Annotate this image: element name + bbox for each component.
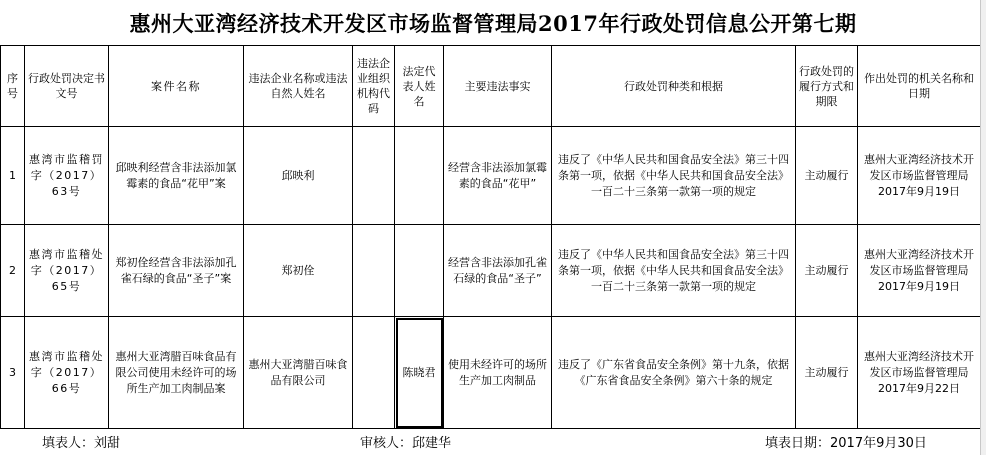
header-case-name[interactable]: 案件名称 [109,46,244,127]
page-title: 惠州大亚湾经济技术开发区市场监督管理局2017年行政处罚信息公开第七期 [129,10,857,36]
cell-authority[interactable] [858,225,981,317]
cell-legal-rep-selected[interactable]: 陈晓君 [395,317,444,429]
cell-method[interactable]: 主动履行 [796,225,858,317]
header-facts[interactable]: 主要违法事实 [444,46,552,127]
cell-doc-no[interactable]: 惠湾市监稽罚字（2017）63号 [25,127,109,225]
sheet-right-edge [980,0,986,455]
fill-date-info [765,432,927,451]
cell-party-name[interactable]: 惠州大亚湾腊百味食品有限公司 [244,317,353,429]
table-row [1,317,981,429]
header-penalty[interactable]: 行政处罚种类和根据 [552,46,796,127]
cell-legal-rep[interactable] [395,225,444,317]
header-method[interactable]: 行政处罚的履行方式和期限 [796,46,858,127]
header-authority[interactable]: 作出处罚的机关名称和日期 [858,46,981,127]
table-row [1,225,981,317]
cell-seq[interactable]: 2 [1,225,25,317]
cell-method[interactable]: 主动履行 [796,127,858,225]
cell-authority[interactable] [858,317,981,429]
header-seq[interactable]: 序号 [1,46,25,127]
cell-authority[interactable] [858,127,981,225]
header-org-code[interactable]: 违法企业组织机构代码 [353,46,395,127]
reviewer-label: 审核人： [360,436,413,451]
cell-method[interactable]: 主动履行 [796,317,858,429]
cell-seq[interactable]: 3 [1,317,25,429]
cell-penalty[interactable]: 违反了《广东省食品安全条例》第十九条，依据《广东省食品安全条例》第六十条的规定 [552,317,796,429]
penalty-table [0,45,986,428]
cell-facts[interactable]: 经营含非法添加氯霉素的食品“花甲” [444,127,552,225]
header-party-name[interactable]: 违法企业名称或违法自然人姓名 [244,46,353,127]
authority-date: 2017年9月19日 [878,184,960,198]
authority-date: 2017年9月19日 [878,279,960,293]
header-doc-no[interactable]: 行政处罚决定书文号 [25,46,109,127]
table-row [1,127,981,225]
cell-org-code[interactable] [353,127,395,225]
authority-name: 惠州大亚湾经济技术开发区市场监督管理局 [864,152,974,182]
cell-penalty[interactable]: 违反了《中华人民共和国食品安全法》第三十四条第一项，依据《中华人民共和国食品安全法》一百二十三条第一款第一项的规定 [552,225,796,317]
cell-case-name[interactable]: 邱映利经营含非法添加氯霉素的食品“花甲”案 [109,127,244,225]
cell-seq[interactable]: 1 [1,127,25,225]
cell-party-name[interactable]: 邱映利 [244,127,353,225]
header-legal-rep[interactable]: 法定代表人姓名 [395,46,444,127]
cell-penalty[interactable]: 违反了《中华人民共和国食品安全法》第三十四条第一项，依据《中华人民共和国食品安全法》一百二十三条第一款第一项的规定 [552,127,796,225]
fill-date-label: 填表日期： [765,436,831,451]
cell-org-code[interactable] [353,225,395,317]
cell-case-name[interactable]: 惠州大亚湾腊百味食品有限公司使用未经许可的场所生产加工肉制品案 [109,317,244,429]
cell-facts[interactable]: 经营含非法添加孔雀石绿的食品“圣子” [444,225,552,317]
cell-facts[interactable]: 使用未经许可的场所生产加工肉制品 [444,317,552,429]
table-header-row [1,46,981,127]
authority-date: 2017年9月22日 [878,381,960,395]
table-footer [0,428,986,455]
reviewer-name[interactable]: 邱建华 [412,436,452,451]
cell-org-code[interactable] [353,317,395,429]
authority-name: 惠州大亚湾经济技术开发区市场监督管理局 [864,349,974,379]
filler-label: 填表人： [42,436,95,451]
cell-legal-rep[interactable] [395,127,444,225]
cell-doc-no[interactable]: 惠湾市监稽处字（2017）66号 [25,317,109,429]
filler-info [42,432,120,451]
fill-date[interactable]: 2017年9月30日 [830,436,927,451]
authority-name: 惠州大亚湾经济技术开发区市场监督管理局 [864,247,974,277]
reviewer-info [360,432,451,451]
cell-case-name[interactable]: 郑初佺经营含非法添加孔雀石绿的食品“圣子”案 [109,225,244,317]
filler-name[interactable]: 刘甜 [94,436,121,451]
cell-party-name[interactable]: 郑初佺 [244,225,353,317]
cell-doc-no[interactable]: 惠湾市监稽处字（2017）65号 [25,225,109,317]
